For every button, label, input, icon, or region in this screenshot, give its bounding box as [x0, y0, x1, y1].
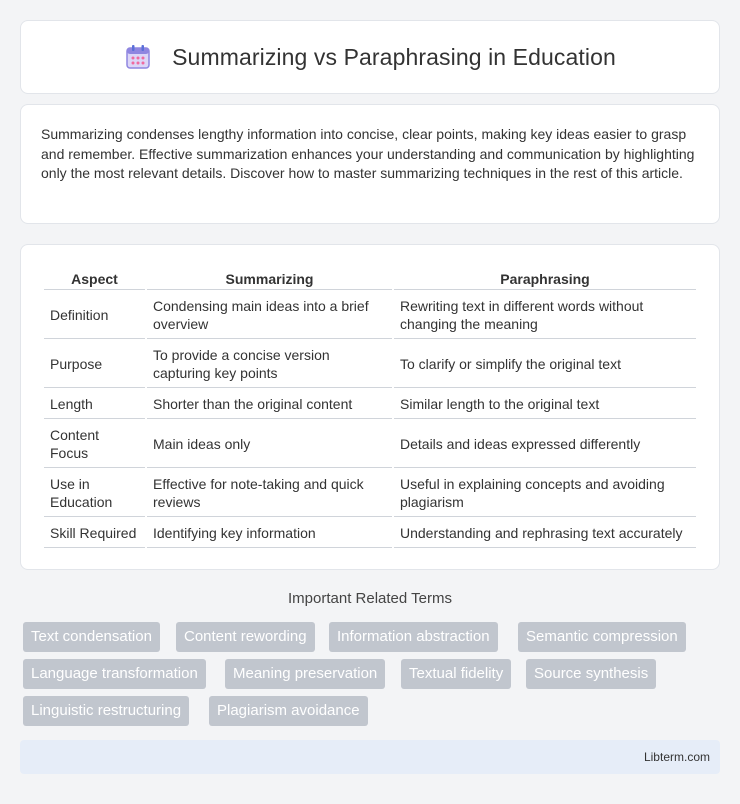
column-header: Summarizing	[147, 268, 392, 290]
table-cell: Similar length to the original text	[394, 390, 696, 419]
footer-site-link[interactable]: Libterm.com	[643, 750, 710, 764]
table-row	[44, 421, 696, 468]
table-cell: Shorter than the original content	[147, 390, 392, 419]
table-cell: Purpose	[44, 341, 145, 388]
intro-text: Summarizing condenses lengthy information into concise, clear points, making key ideas easier to grasp and remember. Effective summarization enhances your understanding and communication by highlighting only the most relevant details. Discover how to master summarizing techniques in the rest of this article.	[41, 126, 695, 181]
term-tag[interactable]: Semantic compression	[518, 622, 686, 652]
table-row	[44, 519, 696, 548]
calendar-icon	[124, 43, 152, 71]
table-cell: Details and ideas expressed differently	[394, 421, 696, 468]
term-tag[interactable]: Content rewording	[176, 622, 315, 652]
term-tag[interactable]: Language transformation	[23, 659, 206, 689]
term-tag[interactable]: Plagiarism avoidance	[209, 696, 368, 726]
table-cell: Useful in explaining concepts and avoiding plagiarism	[394, 470, 696, 517]
column-header: Paraphrasing	[394, 268, 696, 290]
table-row	[44, 341, 696, 388]
column-header: Aspect	[44, 268, 145, 290]
table-cell: Rewriting text in different words without changing the meaning	[394, 292, 696, 339]
table-cell: Content Focus	[44, 421, 145, 468]
table-cell: Effective for note-taking and quick reviews	[147, 470, 392, 517]
term-tag[interactable]: Source synthesis	[526, 659, 656, 689]
comparison-card	[20, 244, 720, 570]
table-cell: To clarify or simplify the original text	[394, 341, 696, 388]
term-tag[interactable]: Information abstraction	[329, 622, 498, 652]
table-cell: Definition	[44, 292, 145, 339]
comparison-table	[42, 266, 698, 550]
table-row	[44, 292, 696, 339]
table-cell: Understanding and rephrasing text accurately	[394, 519, 696, 548]
related-terms-title: Important Related Terms	[288, 590, 452, 607]
title-card	[20, 20, 720, 94]
term-tag[interactable]: Text condensation	[23, 622, 160, 652]
table-cell: Identifying key information	[147, 519, 392, 548]
table-cell: Use in Education	[44, 470, 145, 517]
table-cell: To provide a concise version capturing key points	[147, 341, 392, 388]
table-cell: Skill Required	[44, 519, 145, 548]
table-cell: Condensing main ideas into a brief overview	[147, 292, 392, 339]
table-row	[44, 390, 696, 419]
intro-card	[20, 104, 720, 224]
term-tag[interactable]: Textual fidelity	[401, 659, 511, 689]
footer	[20, 740, 720, 774]
page-title: Summarizing vs Paraphrasing in Education	[172, 43, 616, 70]
term-tag[interactable]: Meaning preservation	[225, 659, 385, 689]
term-tag[interactable]: Linguistic restructuring	[23, 696, 189, 726]
table-cell: Length	[44, 390, 145, 419]
table-cell: Main ideas only	[147, 421, 392, 468]
table-row	[44, 470, 696, 517]
